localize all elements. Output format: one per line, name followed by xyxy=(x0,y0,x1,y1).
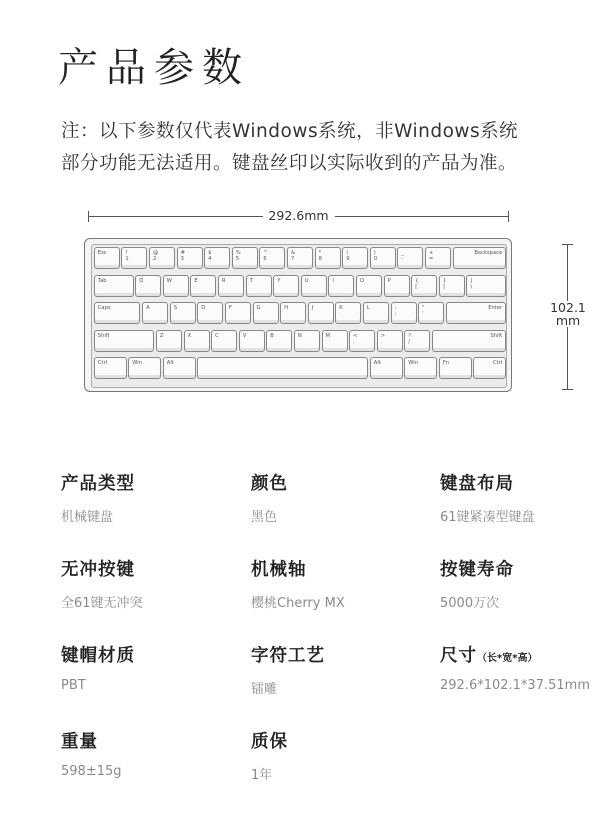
keyboard-illustration xyxy=(84,238,512,392)
key-z xyxy=(156,330,182,352)
key-legend: Win xyxy=(408,360,419,367)
key-legend: Y xyxy=(277,277,281,284)
key-legend: + xyxy=(429,250,434,256)
key-legend: Shift xyxy=(490,332,503,339)
spec-value: 292.6*102.1*37.51mm xyxy=(440,678,590,693)
key-a xyxy=(142,302,168,324)
key-win xyxy=(404,357,437,379)
spec-label xyxy=(251,470,431,495)
key-legend: & xyxy=(291,250,296,256)
key-enter xyxy=(446,302,507,324)
key-l xyxy=(363,302,389,324)
spec-item xyxy=(61,642,241,693)
key-tab xyxy=(94,275,134,297)
key-legend: Ctrl xyxy=(492,360,503,367)
key-legend: Alt xyxy=(166,360,174,367)
key-2 xyxy=(149,247,175,269)
spec-label-text: 字符工艺 xyxy=(251,646,325,666)
key-legend: ^ xyxy=(263,250,268,256)
key-6 xyxy=(259,247,285,269)
spec-label-text: 无冲按键 xyxy=(61,560,135,580)
key-legend: = xyxy=(429,256,434,262)
key-e xyxy=(190,275,216,297)
key-symbol xyxy=(411,275,437,297)
key-legend: , xyxy=(353,338,355,345)
height-label-value: 102.1 xyxy=(550,300,586,315)
page-title: 产品参数 xyxy=(58,45,250,91)
key-legend: 3 xyxy=(180,256,184,262)
key-x xyxy=(184,330,210,352)
key-legend: " xyxy=(422,305,425,312)
spec-value: 61键紧凑型键盘 xyxy=(440,510,535,525)
key-legend: @ xyxy=(153,250,159,256)
key-legend: Tab xyxy=(97,277,107,284)
key-legend: L xyxy=(366,305,370,312)
key-legend: 8 xyxy=(318,256,322,262)
spec-label-text: 键盘布局 xyxy=(440,474,514,494)
key-alt xyxy=(370,357,403,379)
key-legend: ] xyxy=(442,283,445,290)
key-legend: < xyxy=(353,332,358,339)
height-label-unit: mm xyxy=(555,313,581,328)
spec-value: 机械键盘 xyxy=(61,510,114,525)
key-legend: R xyxy=(222,277,226,284)
key-legend: | xyxy=(470,277,473,284)
spec-value: 全61键无冲突 xyxy=(61,596,143,611)
note-line-1: 注：以下参数仅代表Windows系统，非Windows系统 xyxy=(61,121,519,142)
spec-label xyxy=(251,728,431,753)
key-0 xyxy=(370,247,396,269)
spec-item xyxy=(251,728,431,783)
key-legend: X xyxy=(187,332,192,339)
key-legend: $ xyxy=(208,250,212,256)
key-legend: * xyxy=(318,250,322,256)
key-symbol xyxy=(466,275,506,297)
spec-label-text: 颜色 xyxy=(251,474,288,494)
key-legend: ; xyxy=(394,311,397,318)
key-9 xyxy=(342,247,368,269)
key-p xyxy=(384,275,410,297)
spec-value: 镭雕 xyxy=(251,682,278,697)
key-g xyxy=(253,302,279,324)
key-legend: H xyxy=(284,305,288,312)
key-f xyxy=(225,302,251,324)
spec-label xyxy=(61,470,241,495)
key-legend: S xyxy=(173,305,177,312)
spec-label-text: 键帽材质 xyxy=(61,646,135,666)
spec-value: 598±15g xyxy=(61,764,122,779)
key-legend: . xyxy=(380,338,383,345)
key-legend: 0 xyxy=(373,256,378,262)
key-m xyxy=(322,330,348,352)
height-dimension-tick-bottom xyxy=(562,389,573,390)
key-symbol xyxy=(391,302,417,324)
key-4 xyxy=(204,247,230,269)
spec-item xyxy=(440,556,609,611)
key-5 xyxy=(232,247,258,269)
spec-label-text: 机械轴 xyxy=(251,560,307,580)
key-legend: M xyxy=(325,332,330,339)
key-1 xyxy=(121,247,147,269)
key-legend: Win xyxy=(132,360,143,367)
key-j xyxy=(308,302,334,324)
key-legend: 6 xyxy=(263,256,267,262)
key-symbol xyxy=(349,330,375,352)
key-legend: { xyxy=(415,277,419,284)
spec-label xyxy=(440,642,609,667)
key-legend: Alt xyxy=(373,360,381,367)
spec-label xyxy=(440,556,609,581)
key-b xyxy=(266,330,292,352)
key-ctrl xyxy=(473,357,506,379)
key-symbol xyxy=(439,275,465,297)
key-legend: - xyxy=(401,256,404,262)
key-symbol xyxy=(404,330,430,352)
key-legend: ! xyxy=(125,250,128,256)
key-8 xyxy=(315,247,341,269)
key-legend: V xyxy=(242,332,247,339)
key-legend: > xyxy=(380,332,386,339)
key-w xyxy=(163,275,189,297)
key-shift xyxy=(94,330,155,352)
key-legend: A xyxy=(146,305,150,312)
key-legend: U xyxy=(304,277,309,284)
spec-item xyxy=(440,470,609,525)
spec-label xyxy=(61,556,241,581)
width-dimension-tick-right xyxy=(508,211,509,222)
key-legend: % xyxy=(235,250,241,256)
key-legend: O xyxy=(360,277,365,284)
key-legend: ' xyxy=(422,311,424,318)
key-legend: W xyxy=(166,277,172,284)
spec-label xyxy=(251,642,431,667)
key-r xyxy=(218,275,244,297)
key-legend: 1 xyxy=(125,256,129,262)
key-legend: D xyxy=(201,305,206,312)
key-legend: Q xyxy=(139,277,144,284)
spec-item xyxy=(61,556,241,611)
spec-label-note: （长*宽*高） xyxy=(477,653,538,664)
key-symbol xyxy=(397,247,423,269)
key-symbol xyxy=(425,247,451,269)
key-space xyxy=(197,357,368,379)
width-label: 292.6mm xyxy=(262,208,334,224)
spec-item xyxy=(61,728,241,779)
spec-label-text: 按键寿命 xyxy=(440,560,514,580)
spec-label xyxy=(251,556,431,581)
key-legend: Enter xyxy=(488,305,503,312)
key-legend: # xyxy=(180,250,185,256)
key-legend: E xyxy=(194,277,198,284)
key-legend: T xyxy=(249,277,253,284)
spec-item xyxy=(251,470,431,525)
key-legend: N xyxy=(297,332,302,339)
key-3 xyxy=(177,247,203,269)
spec-label-text: 质保 xyxy=(251,732,288,752)
spec-value: 5000万次 xyxy=(440,596,500,611)
key-symbol xyxy=(418,302,444,324)
key-legend: F xyxy=(228,305,232,312)
spec-label-text: 尺寸 xyxy=(440,646,477,666)
key-7 xyxy=(287,247,313,269)
spec-item xyxy=(61,470,241,525)
key-y xyxy=(273,275,299,297)
key-legend: / xyxy=(408,338,411,345)
key-legend: [ xyxy=(415,283,418,290)
key-legend: \ xyxy=(470,283,473,290)
key-symbol xyxy=(377,330,403,352)
spec-item xyxy=(440,642,609,693)
key-legend: Ctrl xyxy=(97,360,108,367)
spec-value: 1年 xyxy=(251,768,273,783)
key-legend: Caps xyxy=(97,305,111,312)
key-legend: _ xyxy=(401,250,404,256)
key-c xyxy=(211,330,237,352)
key-legend: 9 xyxy=(346,256,350,262)
key-legend: Z xyxy=(159,332,164,339)
key-legend: : xyxy=(394,305,397,312)
spec-label xyxy=(61,728,241,753)
key-shift xyxy=(432,330,506,352)
key-esc xyxy=(94,247,120,269)
key-ctrl xyxy=(94,357,127,379)
key-t xyxy=(246,275,272,297)
spec-label-text: 产品类型 xyxy=(61,474,135,494)
key-alt xyxy=(163,357,196,379)
key-legend: G xyxy=(256,305,261,312)
key-s xyxy=(170,302,196,324)
spec-label-text: 重量 xyxy=(61,732,98,752)
spec-value: 黑色 xyxy=(251,510,278,525)
key-legend: Shift xyxy=(97,332,110,339)
key-h xyxy=(280,302,306,324)
key-backspace xyxy=(453,247,507,269)
key-u xyxy=(301,275,327,297)
key-legend: Backspace xyxy=(474,250,503,256)
key-legend: Esc xyxy=(97,250,107,256)
key-o xyxy=(356,275,382,297)
key-d xyxy=(197,302,223,324)
spec-label xyxy=(440,470,609,495)
key-legend: B xyxy=(270,332,274,339)
key-q xyxy=(135,275,161,297)
key-legend: 7 xyxy=(291,256,295,262)
width-dimension xyxy=(88,208,509,224)
width-dimension-tick-left xyxy=(88,211,89,222)
spec-item xyxy=(251,642,431,697)
key-legend: I xyxy=(332,277,334,284)
key-legend: K xyxy=(339,305,343,312)
key-caps xyxy=(94,302,141,324)
height-dimension-tick-top xyxy=(562,244,573,245)
key-legend: J xyxy=(311,305,314,312)
key-k xyxy=(335,302,361,324)
spec-value: 樱桃Cherry MX xyxy=(251,596,345,611)
spec-label xyxy=(61,642,241,667)
height-dimension xyxy=(550,244,586,390)
key-legend: Fn xyxy=(442,360,450,367)
key-legend: C xyxy=(215,332,219,339)
key-i xyxy=(328,275,354,297)
key-legend: P xyxy=(387,277,391,284)
key-v xyxy=(239,330,265,352)
usage-note xyxy=(61,116,581,180)
key-legend: 4 xyxy=(208,256,212,262)
key-legend: ) xyxy=(373,250,376,256)
spec-item xyxy=(251,556,431,611)
key-n xyxy=(294,330,320,352)
key-legend: ? xyxy=(408,332,412,339)
key-legend: 2 xyxy=(153,256,157,262)
key-legend: 5 xyxy=(235,256,240,262)
key-legend: ( xyxy=(346,250,349,256)
key-win xyxy=(128,357,161,379)
key-fn xyxy=(439,357,472,379)
spec-value: PBT xyxy=(61,678,86,693)
keyboard-plate xyxy=(91,244,507,388)
note-line-2: 部分功能无法适用。键盘丝印以实际收到的产品为准。 xyxy=(61,153,518,174)
key-legend: } xyxy=(442,277,447,284)
height-label xyxy=(548,301,588,327)
